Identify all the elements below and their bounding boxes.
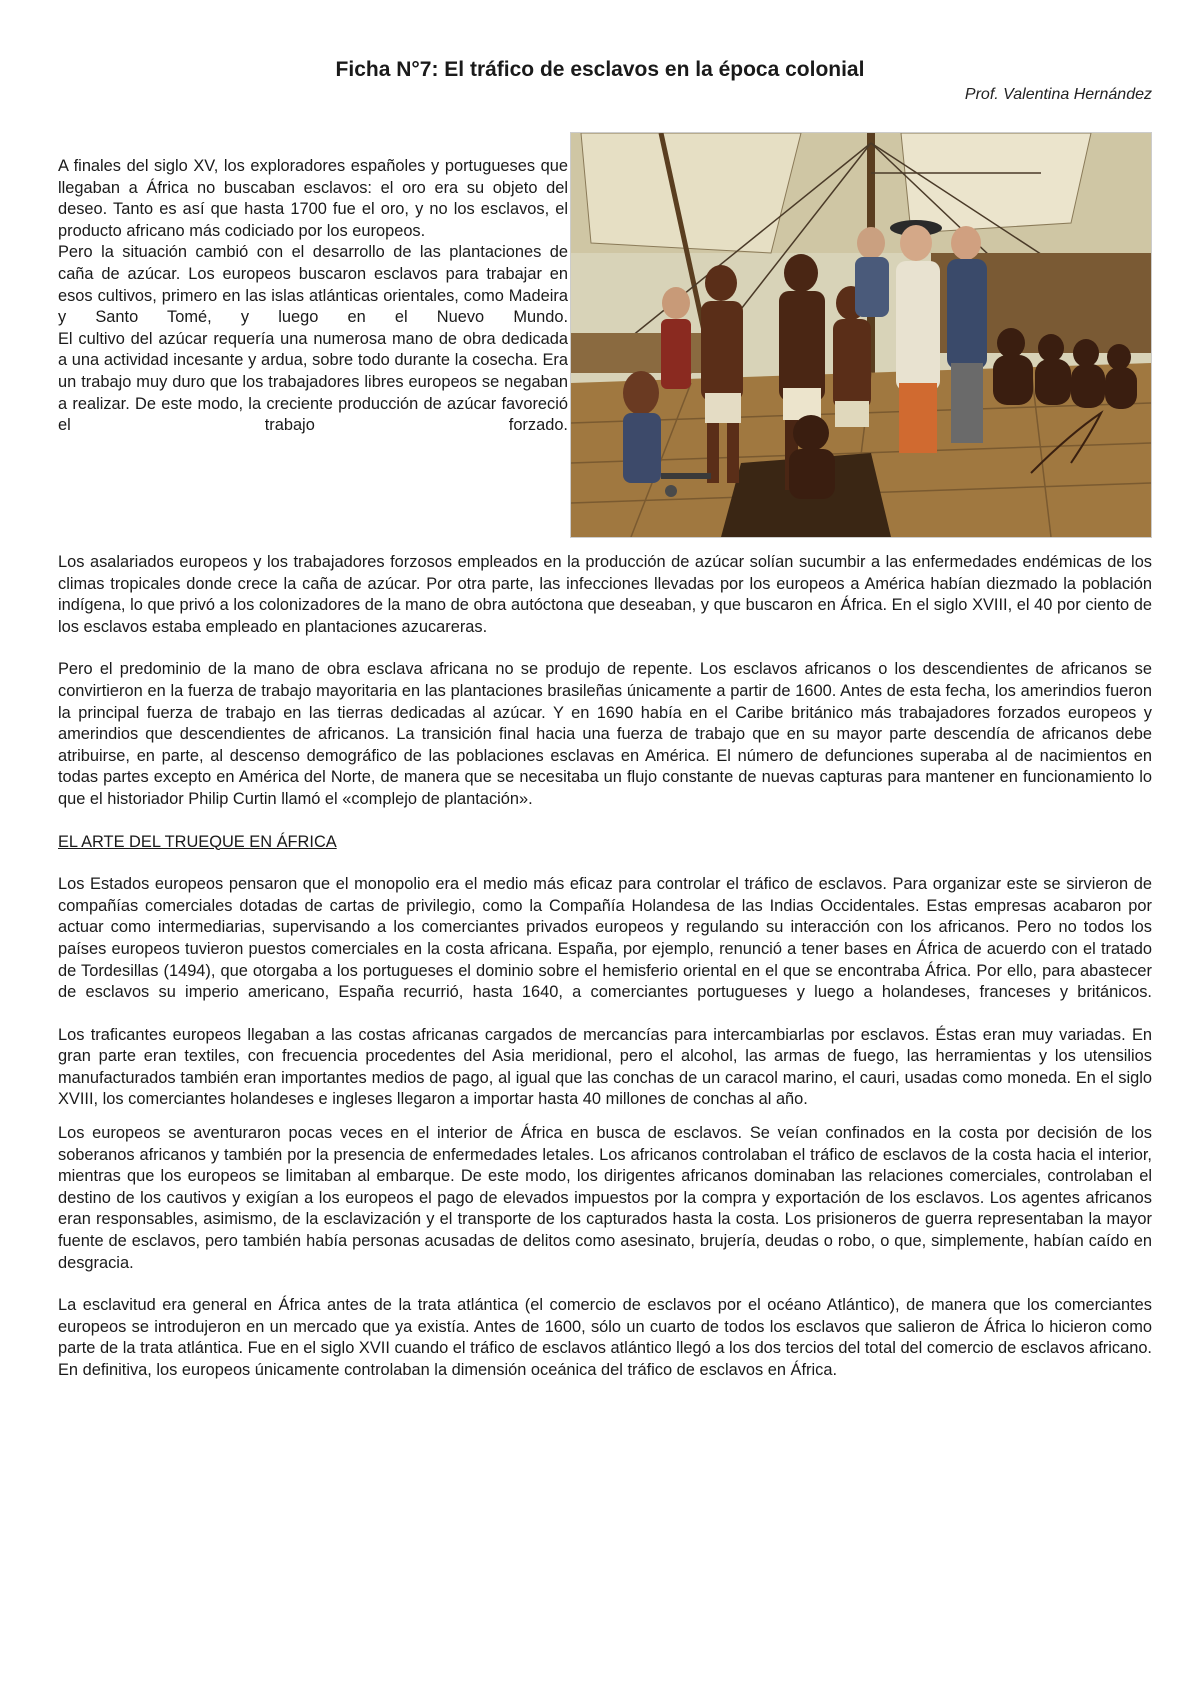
intro-section	[58, 132, 1148, 532]
paragraph-8: Los europeos se aventuraron pocas veces en el interior de África en busca de esclavos. Se veían confinados en la costa por decisión de los soberanos africanos y también por la presencia de enfermedades letales. Los africanos controlaban el tráfico de esclavos de la costa hacia el interior, mientras que los europeos se limitaban al embarque. De este modo, los dirigentes africanos dominaban las relaciones comerciales, controlaban el destino de los cautivos y exigían a los europeos el pago de elevados impuestos por la compra y exportación de los esclavos. Los agentes africanos eran responsables, asimismo, de la esclavización y el transporte de los capturados hasta la costa. Los prisioneros de guerra representaban la mayor fuente de esclavos, pero también había personas acusadas de delitos como asesinato, brujería, deudas o robo, o que, simplemente, habían caído en desgracia.	[58, 1124, 1152, 1272]
intro-paragraph-1: A finales del siglo XV, los exploradores españoles y portugueses que llegaban a África no buscaban esclavos: el oro era su objeto del deseo. Tanto es así que hasta 1700 fue el oro, y no los esclavos, el producto africano más codiciado por los europeos.	[58, 157, 568, 240]
page-title: Ficha N°7: El tráfico de esclavos en la época colonial	[335, 58, 865, 81]
intro-text	[58, 156, 568, 437]
body-text	[58, 552, 1152, 1403]
paragraph-7: Los traficantes europeos llegaban a las costas africanas cargados de mercancías para intercambiarlas por esclavos. Éstas eran muy variadas. En gran parte eran textiles, con frecuencia procedentes del Asia meridional, pero el alcohol, las armas de fuego, las herramientas y los utensilios manufacturados también eran importantes medios de pago, al igual que las conchas de un caracol marino, el cauri, usadas como moneda. En el siglo XVIII, los comerciantes holandeses e ingleses llegaron a importar hasta 40 millones de conchas al año.	[58, 1025, 1152, 1109]
intro-paragraph-2: Pero la situación cambió con el desarrollo de las plantaciones de caña de azúcar. Los europeos buscaron esclavos para trabajar en esos cultivos, primero en las islas atlánticas orientales, como Madeira y Santo Tomé, y luego en el Nuevo Mundo.	[58, 243, 568, 327]
paragraph-9: La esclavitud era general en África antes de la trata atlántica (el comercio de esclavos por el océano Atlántico), de manera que los comerciantes europeos se introdujeron en un mercado que ya existía. Antes de 1600, sólo un cuarto de todos los esclavos que salieron de África lo hicieron como parte de la trata atlántica. Fue en el siglo XVII cuando el tráfico de esclavos atlántico llegó a los dos tercios del total del comercio de esclavos africano. En definitiva, los europeos únicamente controlaban la dimensión oceánica del tráfico de esclavos en África.	[58, 1296, 1152, 1379]
section-heading: EL ARTE DEL TRUEQUE EN ÁFRICA	[58, 832, 337, 851]
paragraph-6: Los Estados europeos pensaron que el monopolio era el medio más eficaz para controlar el tráfico de esclavos. Para organizar este se sirvieron de compañías comerciales dotadas de cartas de privilegio, como la Compañía Holandesa de las Indias Occidentales. Estas empresas acabaron por actuar como intermediarias, supervisando a los comerciantes privados europeos y regulando su interacción con los africanos. Pero no todos los países europeos tuvieron puestos comerciales en la costa africana. España, por ejemplo, renunció a tener bases en África de acuerdo con el tratado de Tordesillas (1494), que otorgaba a los portugueses el dominio sobre el hemisferio oriental en el que se encontraba África. Por ello, para abastecer de esclavos su imperio americano, España recurrió, hasta 1640, a comerciantes portugueses y luego a holandeses, franceses y británicos.	[58, 875, 1152, 1002]
paragraph-5: Pero el predominio de la mano de obra esclava africana no se produjo de repente. Los esclavos africanos o los descendientes de africanos se convirtieron en la fuerza de trabajo mayoritaria en las plantaciones brasileñas únicamente a partir de 1600. Antes de esta fecha, los amerindios fueron la principal fuerza de trabajo en las tierras dedicadas al azúcar. Y en 1690 había en el Caribe británico más trabajadores forzados europeos y amerindios que descendientes de africanos. La transición final hacia una fuerza de trabajo que en su mayor parte descendía de africanos debe atribuirse, en parte, al descenso demográfico de las poblaciones esclavas en América. El número de defunciones superaba al de nacimientos en todas partes excepto en América del Norte, de manera que se necesitaba un flujo constante de nuevas capturas para mantener en funcionamiento lo que el historiador Philip Curtin llamó el «complejo de plantación».	[58, 660, 1152, 808]
paragraph-4: Los asalariados europeos y los trabajadores forzosos empleados en la producción de azúcar solían sucumbir a las enfermedades endémicas de los climas tropicales donde crece la caña de azúcar. Por otra parte, las infecciones llevadas por los europeos a América habían diezmado la población indígena, lo que privó a los colonizadores de la mano de obra autóctona que deseaban, y que buscaron en África. En el siglo XVIII, el 40 por ciento de los esclavos estaba empleado en plantaciones azucareras.	[58, 553, 1152, 636]
intro-paragraph-3: El cultivo del azúcar requería una numerosa mano de obra dedicada a una actividad incesante y ardua, sobre todo durante la cosecha. Era un trabajo muy duro que los trabajadores libres europeos se negaban a realizar. De este modo, la creciente producción de azúcar favoreció el trabajo forzado.	[58, 329, 568, 435]
slave-ship-illustration	[570, 132, 1152, 538]
author-name: Prof. Valentina Hernández	[964, 86, 1152, 103]
